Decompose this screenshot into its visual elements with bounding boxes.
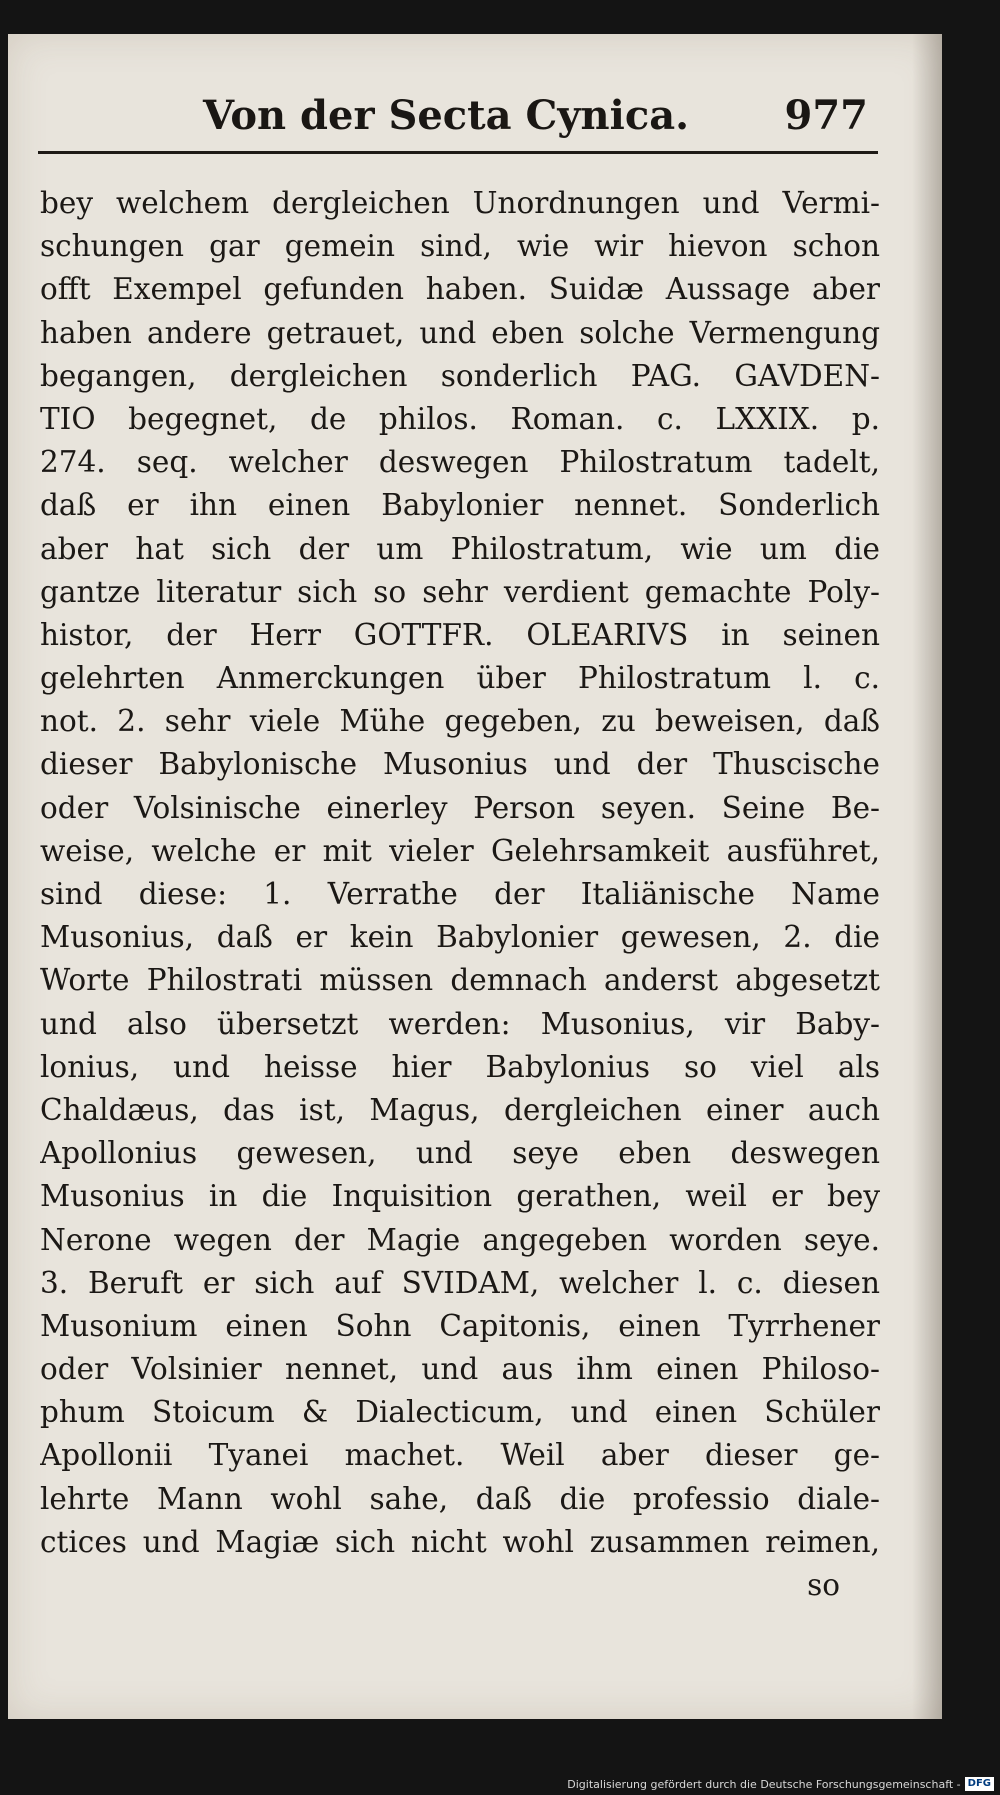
footer-credit xyxy=(567,1776,994,1792)
text-line: 274. seq. welcher deswegen Philostratum tadelt, xyxy=(40,445,880,480)
text-line: Musonius, daß er kein Babylonier gewesen, 2. die xyxy=(40,920,880,955)
header-rule xyxy=(38,151,878,154)
text-line: oder Volsinier nennet, und aus ihm einen Philoso- xyxy=(40,1352,880,1387)
text-line: offt Exempel gefunden haben. Suidæ Aussage aber xyxy=(40,272,880,307)
text-line: oder Volsinische einerley Person seyen. Seine Be- xyxy=(40,790,880,825)
text-line: Musonium einen Sohn Capitonis, einen Tyrrhener xyxy=(40,1308,880,1343)
text-line: so xyxy=(807,1568,840,1602)
text-line: lehrte Mann wohl sahe, daß die professio diale- xyxy=(40,1481,880,1516)
body-text xyxy=(40,182,880,1607)
text-line: phum Stoicum & Dialecticum, und einen Schüler xyxy=(40,1395,880,1430)
text-line: 3. Beruft er sich auf SVIDAM, welcher l. c. diesen xyxy=(40,1265,880,1300)
text-line: und also übersetzt werden: Musonius, vir Baby- xyxy=(40,1006,880,1041)
text-line: sind diese: 1. Verrathe der Italiänische Name xyxy=(40,877,880,911)
text-line: Nerone wegen der Magie angegeben worden seye. xyxy=(40,1222,880,1257)
dfg-logo: DFG xyxy=(965,1777,994,1791)
text-line: aber hat sich der um Philostratum, wie um die xyxy=(40,531,880,566)
text-line: TIO begegnet, de philos. Roman. c. LXXIX. p. xyxy=(40,401,880,436)
page-edge-shadow xyxy=(912,34,942,1719)
book-page xyxy=(8,34,942,1719)
page-number: 977 xyxy=(784,92,868,139)
text-line: histor, der Herr GOTTFR. OLEARIVS in seinen xyxy=(40,617,880,652)
text-line: haben andere getrauet, und eben solche Vermengung xyxy=(40,315,880,350)
text-line: schungen gar gemein sind, wie wir hievon schon xyxy=(40,229,880,264)
running-head xyxy=(203,84,868,154)
text-line: Chaldæus, das ist, Magus, dergleichen einer auch xyxy=(40,1092,880,1127)
text-line: Worte Philostrati müssen demnach anderst abgesetzt xyxy=(40,963,880,998)
text-line: ctices und Magiæ sich nicht wohl zusammen reimen, xyxy=(40,1524,880,1559)
text-line: begangen, dergleichen sonderlich PAG. GAVDEN- xyxy=(40,358,880,393)
text-line: gantze literatur sich so sehr verdient gemachte Poly- xyxy=(40,574,880,609)
text-line: Musonius in die Inquisition gerathen, weil er bey xyxy=(40,1179,880,1214)
text-line: lonius, und heisse hier Babylonius so viel als xyxy=(40,1049,880,1084)
text-line: bey welchem dergleichen Unordnungen und Vermi- xyxy=(40,186,880,220)
footer-credit-text: Digitalisierung gefördert durch die Deutsche Forschungsgemeinschaft - xyxy=(567,1777,961,1791)
running-title: Von der Secta Cynica. xyxy=(203,92,690,139)
text-line: Apollonius gewesen, und seye eben deswegen xyxy=(40,1136,880,1171)
text-line: weise, welche er mit vieler Gelehrsamkeit ausführet, xyxy=(40,833,880,868)
text-line: gelehrten Anmerckungen über Philostratum l. c. xyxy=(40,661,880,696)
text-line: not. 2. sehr viele Mühe gegeben, zu beweisen, daß xyxy=(40,704,880,739)
text-line: dieser Babylonische Musonius und der Thuscische xyxy=(40,747,880,782)
text-line: daß er ihn einen Babylonier nennet. Sonderlich xyxy=(40,488,880,523)
text-line: Apollonii Tyanei machet. Weil aber dieser ge- xyxy=(40,1438,880,1473)
